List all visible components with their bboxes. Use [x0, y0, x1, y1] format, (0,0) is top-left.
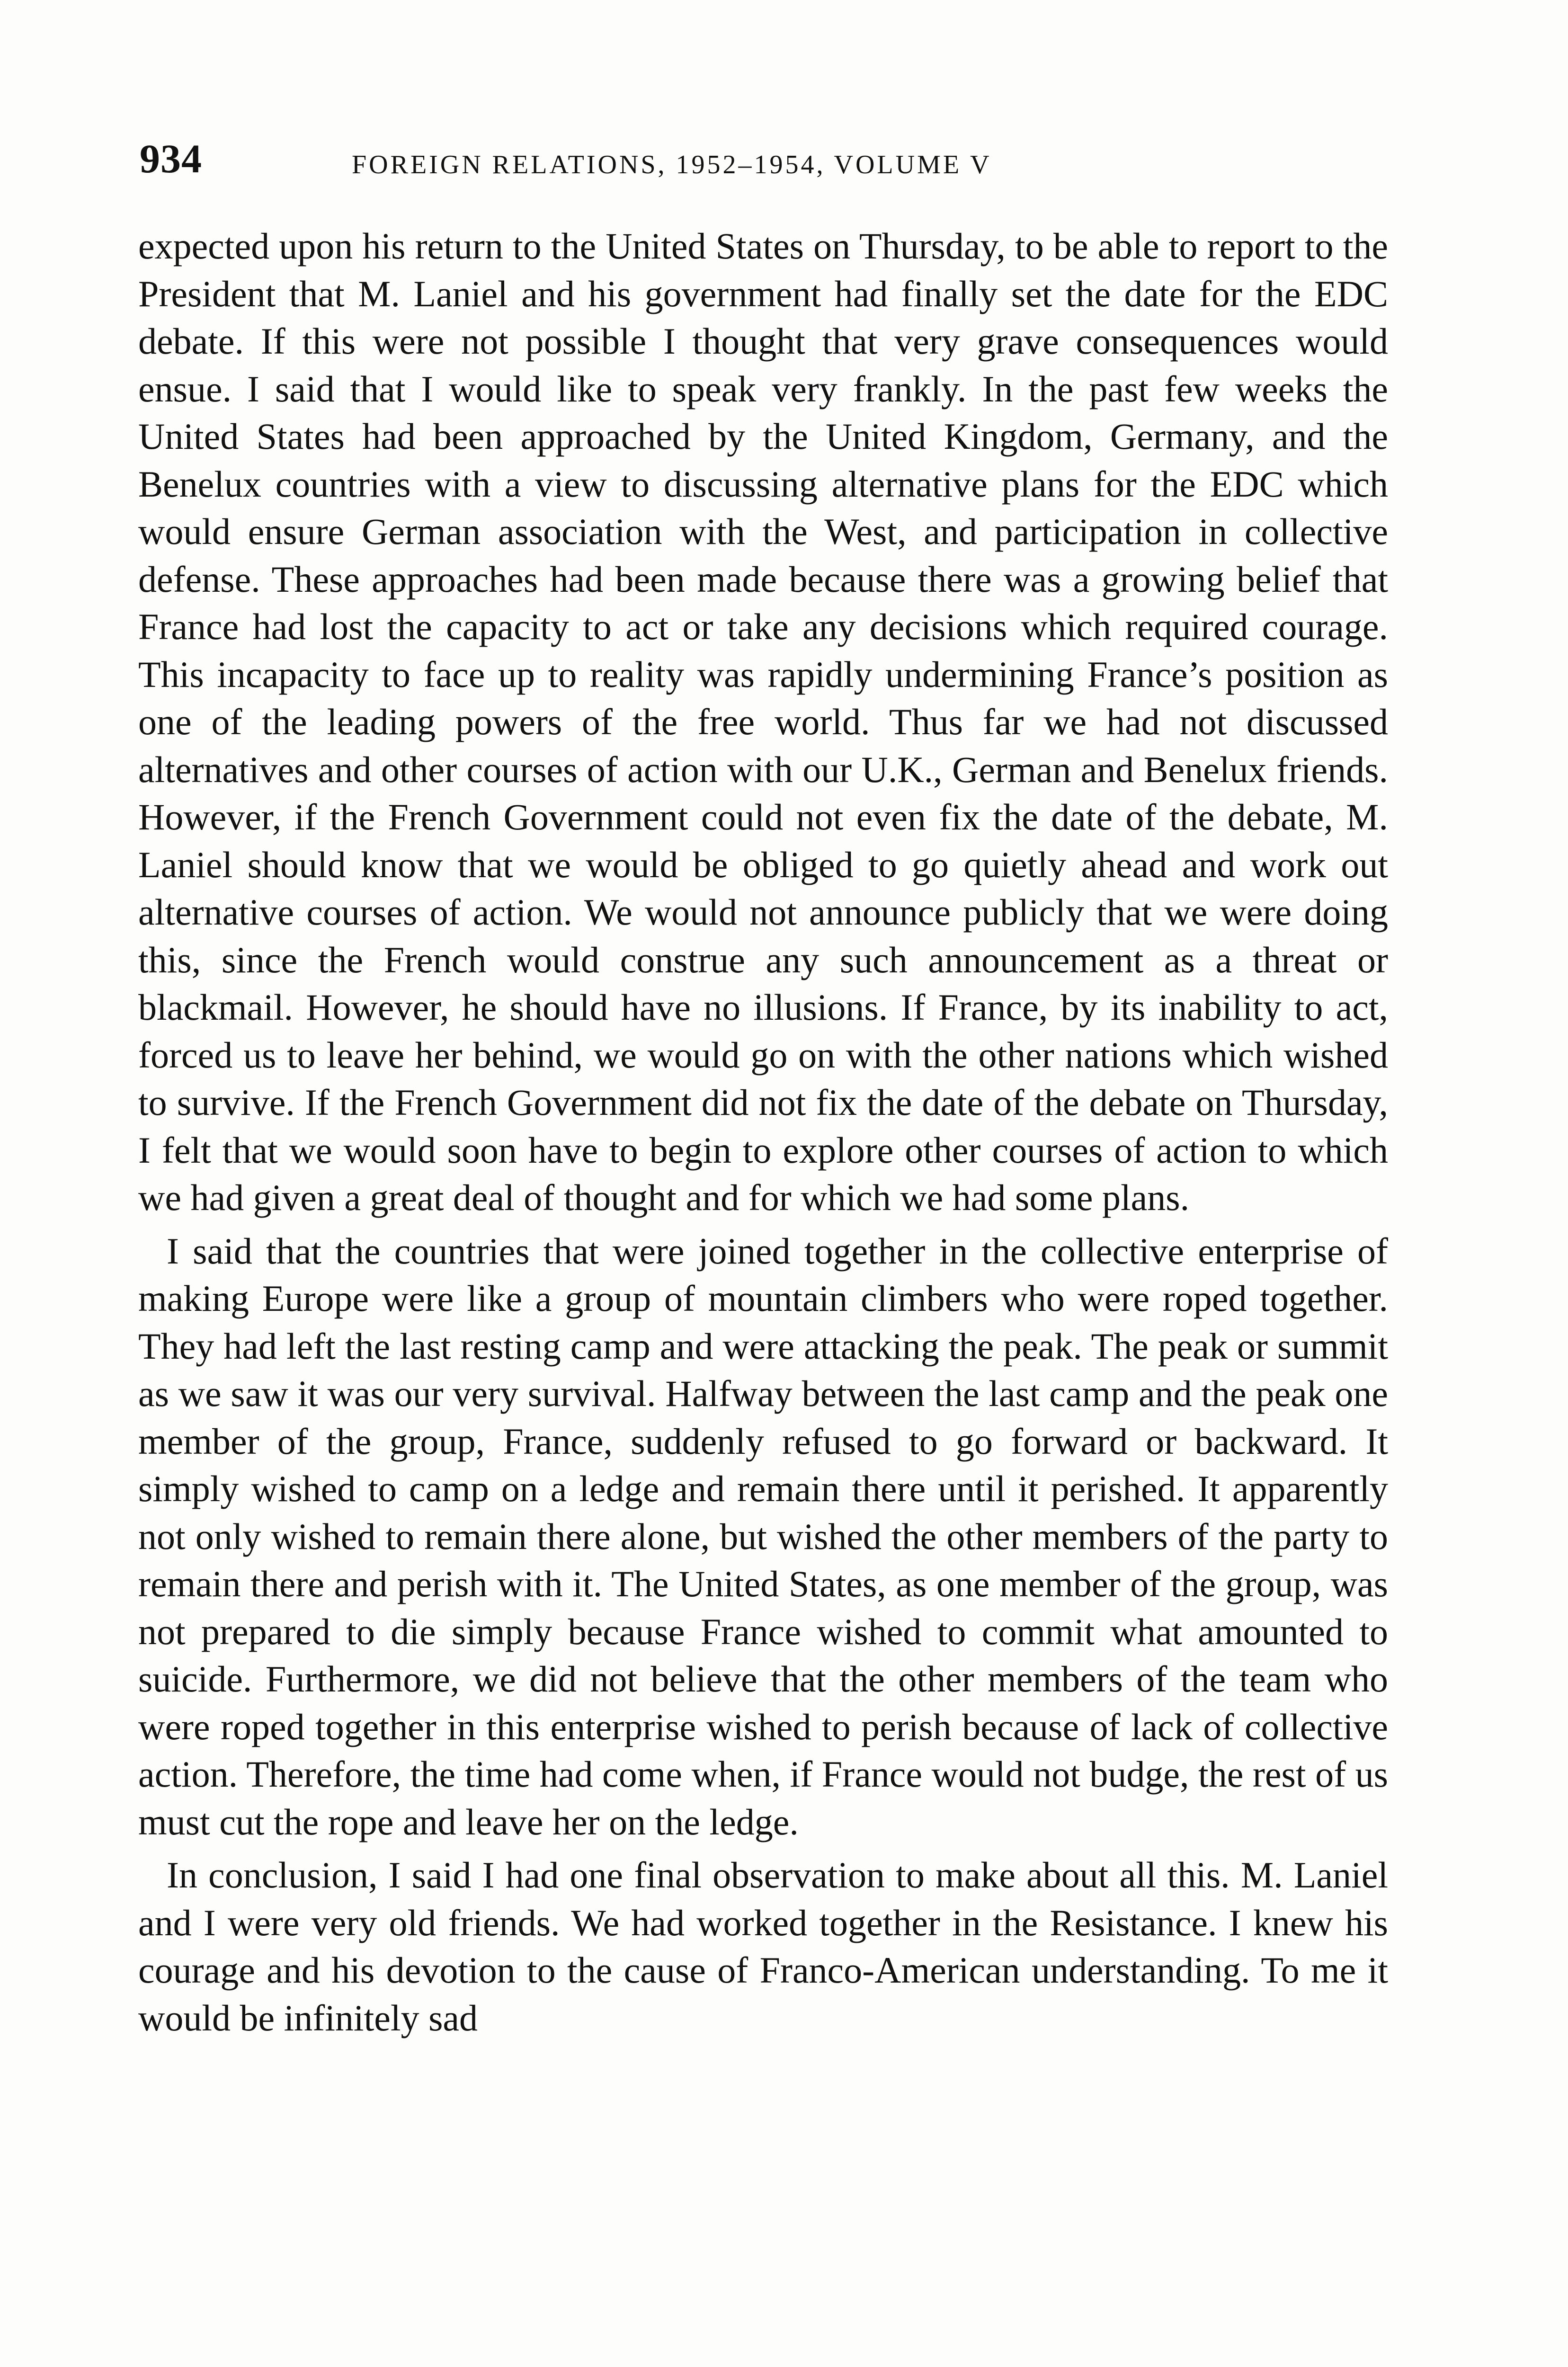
running-header: [140, 135, 1390, 192]
running-title: FOREIGN RELATIONS, 1952–1954, VOLUME V: [352, 150, 992, 179]
paragraph: expected upon his return to the United States on Thursday, to be able to report to the President that M. Laniel and his government had finally set the date for the EDC debate. If this were not possible I thought that very grave consequences would ensue. I said that I would like to speak very frankly. In the past few weeks the United States had been approached by the United Kingdom, Germany, and the Benelux countries with a view to discussing alternative plans for the EDC which would ensure German association with the West, and participation in collective defense. These approaches had been made because there was a growing belief that France had lost the capacity to act or take any decisions which required courage. This incapacity to face up to reality was rapidly undermining France’s position as one of the leading powers of the free world. Thus far we had not discussed alternatives and other courses of action with our U.K., German and Benelux friends. However, if the French Government could not even fix the date of the debate, M. Laniel should know that we would be obliged to go quietly ahead and work out alternative courses of action. We would not announce publicly that we were doing this, since the French would construe any such announcement as a threat or blackmail. However, he should have no illusions. If France, by its inability to act, forced us to leave her behind, we would go on with the other nations which wished to survive. If the French Government did not fix the date of the debate on Thursday, I felt that we would soon have to begin to explore other courses of action to which we had given a great deal of thought and for which we had some plans.: [138, 225, 1388, 1218]
paragraph: In conclusion, I said I had one final observation to make about all this. M. Laniel and I were very old friends. We had worked together in the Resistance. I knew his courage and his devotion to the cause of Franco-American understanding. To me it would be infinitely sad: [138, 1854, 1388, 2038]
body-text: [138, 222, 1388, 2042]
page-number: 934: [140, 136, 202, 181]
paragraph: I said that the countries that were joined together in the collective enterprise of making Europe were like a group of mountain climbers who were roped together. They had left the last resting camp and were attacking the peak. The peak or summit as we saw it was our very survival. Halfway between the last camp and the peak one member of the group, France, suddenly refused to go forward or backward. It simply wished to camp on a ledge and remain there until it perished. It apparently not only wished to remain there alone, but wished the other members of the party to remain there and perish with it. The United States, as one member of the group, was not prepared to die simply because France wished to commit what amounted to suicide. Furthermore, we did not believe that the other members of the team who were roped together in this enterprise wished to perish because of lack of collective action. Therefore, the time had come when, if France would not budge, the rest of us must cut the rope and leave her on the ledge.: [138, 1230, 1388, 1842]
